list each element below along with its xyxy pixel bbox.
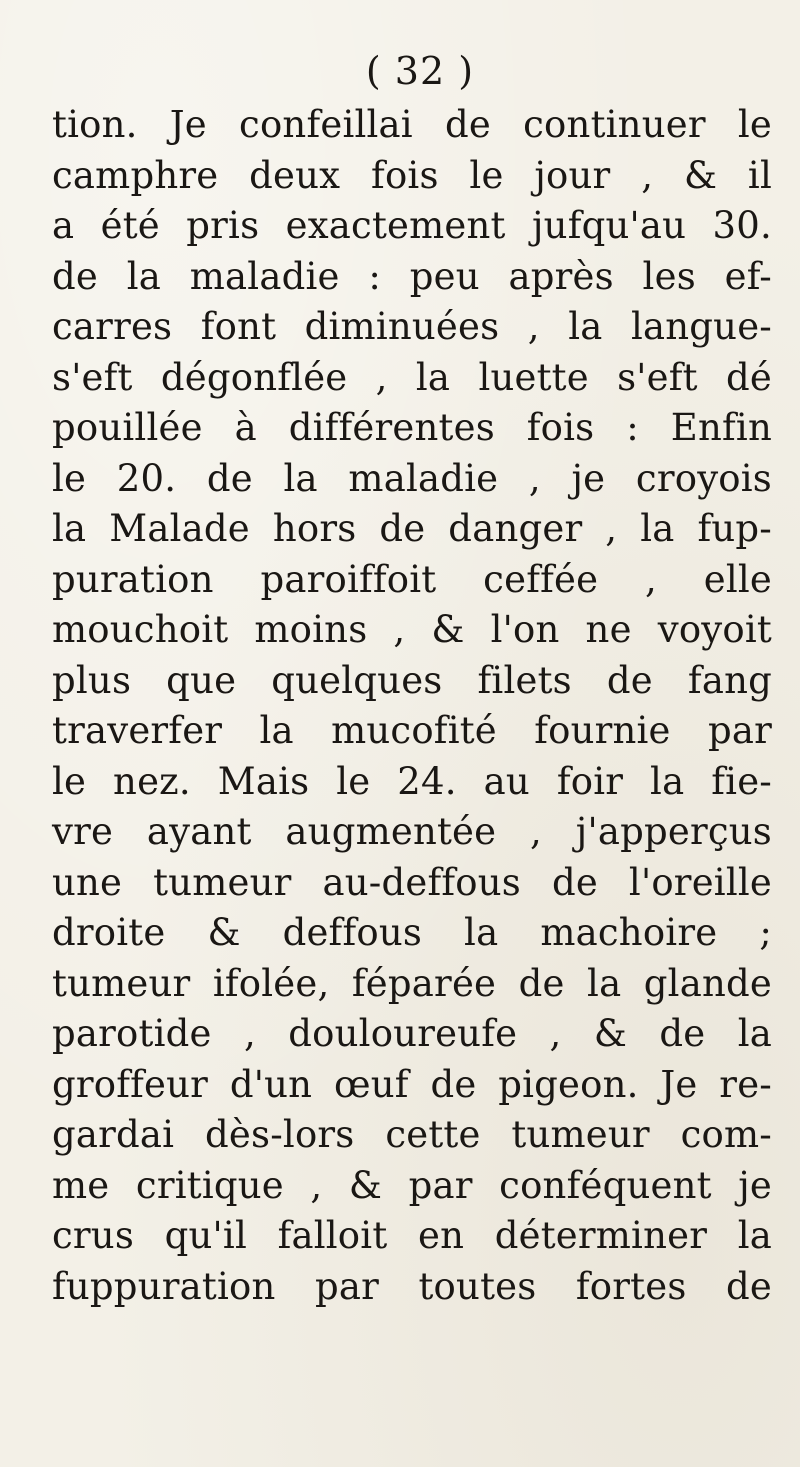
text-line: une tumeur au-deffous de l'oreille: [52, 860, 772, 904]
page-number: ( 32 ): [365, 49, 475, 93]
text-line: groffeur d'un œuf de pigeon. Je re-: [52, 1062, 772, 1106]
text-line: le nez. Mais le 24. au foir la fie-: [52, 759, 772, 803]
text-line: le 20. de la maladie , je croyois: [52, 456, 772, 500]
text-line: la Malade hors de danger , la fup-: [52, 507, 772, 550]
text-line: me critique , & par conféquent je: [52, 1163, 772, 1207]
text-line: pouillée à différentes fois : Enfin: [52, 406, 772, 449]
text-line: parotide , douloureufe , & de la: [52, 1012, 772, 1055]
text-line: puration paroiffoit ceffée , elle: [52, 557, 772, 601]
text-line: traverfer la mucofité fournie par: [52, 709, 772, 752]
text-line: vre ayant augmentée , j'apperçus: [52, 810, 772, 853]
body-text: [52, 100, 772, 1312]
text-line: crus qu'il falloit en déterminer la: [52, 1214, 772, 1257]
text-line: fuppuration par toutes fortes de: [52, 1264, 772, 1308]
text-line: plus que quelques filets de fang: [52, 658, 772, 702]
text-line: mouchoit moins , & l'on ne voyoit: [52, 608, 772, 651]
text-line: gardai dès-lors cette tumeur com-: [52, 1113, 772, 1156]
text-line: tumeur ifolée, féparée de la glande: [52, 961, 772, 1005]
text-line: droite & deffous la machoire ;: [52, 911, 772, 954]
text-line: camphre deux fois le jour , & il: [52, 153, 772, 197]
text-line: de la maladie : peu après les ef-: [52, 254, 772, 298]
text-line: carres font diminuées , la langue-: [52, 305, 772, 348]
text-line: a été pris exactement jufqu'au 30.: [52, 204, 772, 247]
text-line: tion. Je confeillai de continuer le: [52, 103, 772, 146]
text-line: s'eft dégonflée , la luette s'eft dé: [52, 355, 772, 399]
